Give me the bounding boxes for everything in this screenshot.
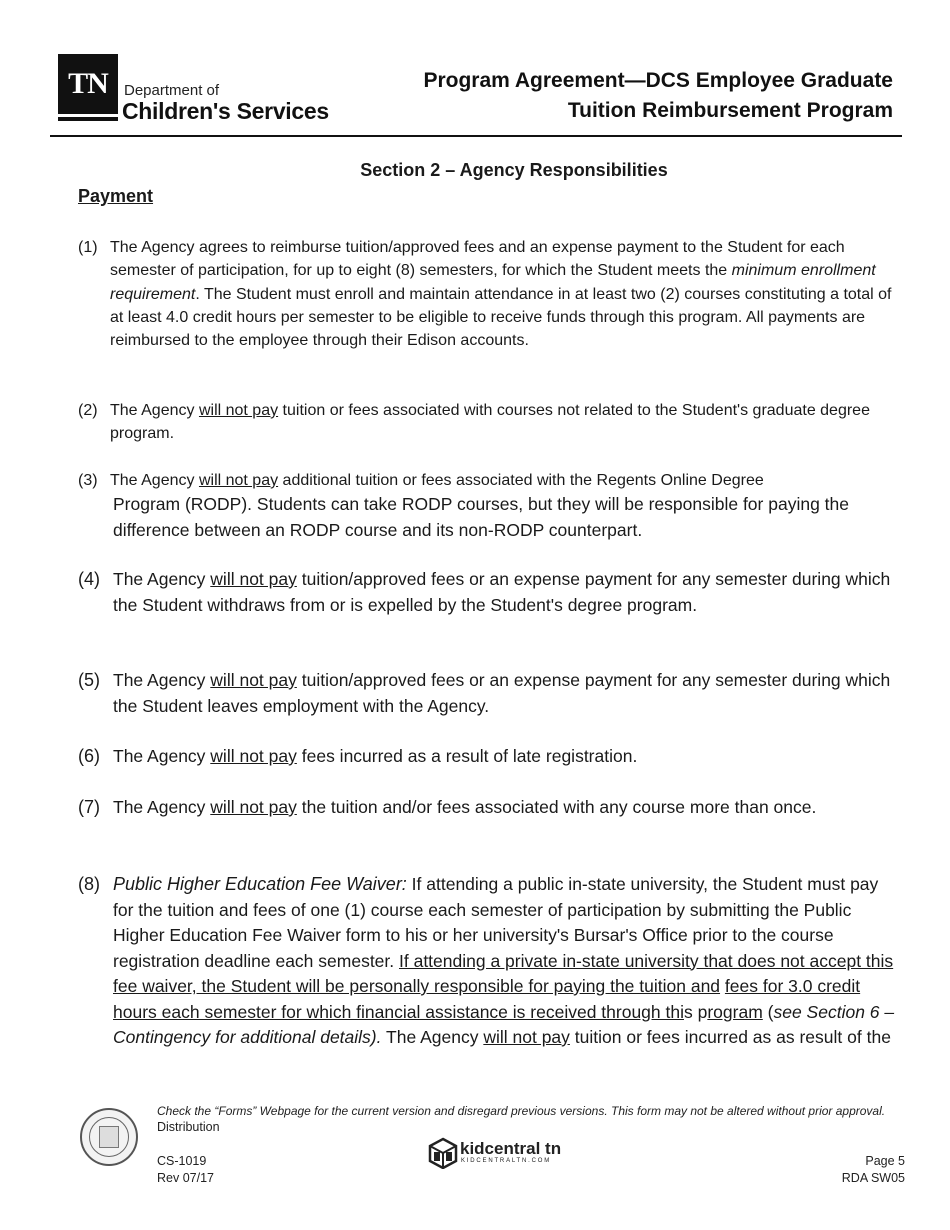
page-number: Page 5 (865, 1154, 905, 1168)
item-number: (3) (78, 472, 98, 489)
form-info (157, 1153, 214, 1187)
state-seal-icon (80, 1108, 138, 1166)
list-item-7 (78, 795, 898, 821)
footer-note: Check the “Forms” Webpage for the current version and disregard previous versions. This form may not be altered without prior approval. (157, 1104, 886, 1118)
document-title (333, 66, 893, 126)
section-heading: Section 2 – Agency Responsibilities (360, 160, 668, 180)
item-text: The Agency will not pay tuition/approved fees or an expense payment for any semester during which the Student leaves employment with the Agency. (113, 670, 891, 716)
list-item-3 (78, 469, 898, 543)
list-item-1 (78, 236, 898, 352)
footer-distribution: Distribution (157, 1120, 220, 1134)
item-number: (4) (78, 569, 100, 589)
list-item-2 (78, 399, 898, 446)
form-number: CS-1019 (157, 1154, 207, 1168)
item-text-first-line: The Agency will not pay additional tuition or fees associated with the Regents Online Degree (110, 472, 764, 489)
item-text: The Agency will not pay tuition or fees associated with courses not related to the Student's graduate degree program. (110, 402, 870, 443)
form-revision: Rev 07/17 (157, 1171, 214, 1185)
kidcentral-url: KIDCENTRALTN.COM (461, 1158, 552, 1164)
item-text: The Agency agrees to reimburse tuition/approved fees and an expense payment to the Student for each semester of participation, for up to eight (8) semesters, for which the Student meets the minimum enrollment requirement. The Student must enroll and maintain attendance in at least two (2) courses constituting a total of at least 4.0 credit hours per semester to be eligible to receive funds through this program. All payments are reimbursed to the employee through their Edison accounts. (110, 239, 892, 350)
logo-underline (58, 117, 118, 121)
title-line-1: Program Agreement—DCS Employee Graduate (423, 69, 893, 92)
header-divider (50, 135, 902, 137)
department-name: Children's Services (122, 98, 329, 124)
list-item-8 (78, 872, 898, 1051)
item-number: (1) (78, 239, 98, 256)
title-line-2: Tuition Reimbursement Program (567, 99, 893, 122)
payment-heading: Payment (78, 186, 154, 206)
list-item-6 (78, 744, 898, 770)
page-info (842, 1153, 905, 1187)
kidcentral-brand: kidcentral tn (460, 1139, 562, 1158)
item-text: The Agency will not pay tuition/approved fees or an expense payment for any semester during which the Student withdraws from or is expelled by the Student's degree program. (113, 569, 891, 615)
department-label: Department of (124, 82, 220, 99)
item-number: (8) (78, 874, 100, 894)
item-number: (5) (78, 670, 100, 690)
item-number: (2) (78, 402, 98, 419)
rda-code: RDA SW05 (841, 1171, 905, 1185)
item-number: (6) (78, 746, 100, 766)
list-item-5 (78, 668, 898, 719)
item-text: The Agency will not pay the tuition and/or fees associated with any course more than once. (113, 797, 817, 817)
logo-text: TN (68, 67, 108, 100)
list-item-4 (78, 567, 898, 618)
item-text-rest: Program (RODP). Students can take RODP courses, but they will be responsible for paying the difference between an RODP course and its non-RODP counterpart. (113, 494, 849, 540)
item-text: The Agency will not pay fees incurred as a result of late registration. (113, 746, 638, 766)
item-number: (7) (78, 797, 100, 817)
tn-logo (58, 54, 118, 114)
item-text: Public Higher Education Fee Waiver: If attending a public in-state university, the Student must pay for the tuition and fees of one (1) course each semester of participation by submitting the Public Higher Education Fee Waiver form to his or her university's Bursar's Office prior to the course registration deadline each semester. If attending a private in-state university that does not accept this fee waiver, the Student will be personally responsible for paying the tuition and fees for 3.0 credit hours each semester for which financial assistance is received through this program (see Section 6 – Contingency for additional details). The Agency will not pay tuition or fees incurred as as result of the (113, 874, 895, 1047)
kidcentral-cube-icon (428, 1137, 458, 1169)
